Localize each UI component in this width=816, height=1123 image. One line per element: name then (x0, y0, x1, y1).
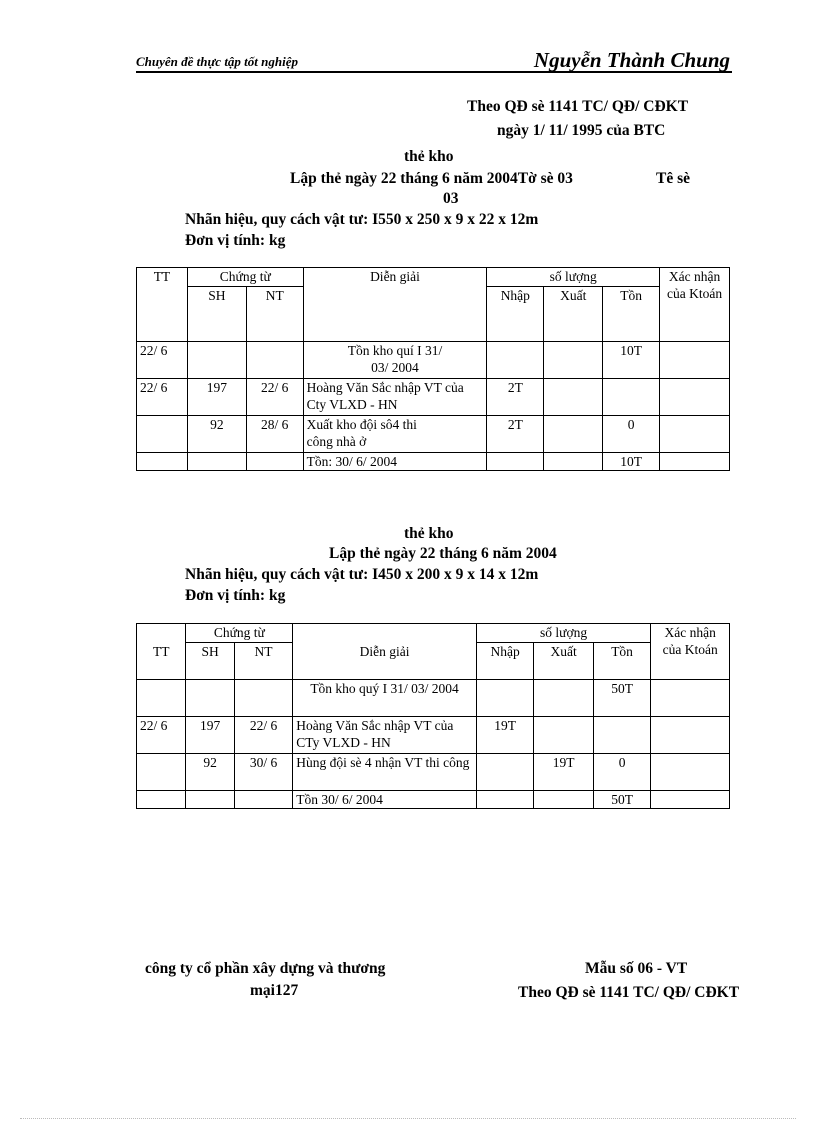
col-nt: NT (246, 287, 303, 342)
cell-confirm (651, 754, 730, 791)
cell-in (476, 680, 533, 717)
cell-nt (234, 791, 292, 809)
cell-nt (246, 342, 303, 379)
cell-nt: 22/ 6 (246, 379, 303, 416)
cell-out (534, 717, 594, 754)
cell-desc: Hoàng Văn Sắc nhập VT của Cty VLXD - HN (303, 379, 487, 416)
cell-stock: 0 (593, 754, 650, 791)
cell-in (487, 342, 544, 379)
table-row (137, 416, 730, 453)
decree-line1: Theo QĐ sè 1141 TC/ QĐ/ CĐKT (467, 98, 689, 115)
cell-tt (137, 680, 186, 717)
cell-in (476, 754, 533, 791)
col-out: Xuất (544, 287, 603, 342)
cell-confirm (660, 453, 730, 471)
col-voucher: Chứng từ (186, 624, 293, 643)
cell-sh (186, 680, 234, 717)
card2-unit: Đơn vị tính: kg (185, 587, 286, 604)
cell-sh (186, 791, 234, 809)
cell-nt: 22/ 6 (234, 717, 292, 754)
cell-stock (593, 717, 650, 754)
cell-in: 2T (487, 379, 544, 416)
table-row (137, 680, 730, 717)
cell-confirm (651, 680, 730, 717)
cell-sh: 197 (187, 379, 246, 416)
footer-company-line1: công ty cổ phần xây dựng và thương (145, 960, 386, 977)
cell-sh: 197 (186, 717, 234, 754)
col-voucher: Chứng từ (187, 268, 303, 287)
cell-tt: 22/ 6 (137, 342, 188, 379)
card1-sheet: Tê sè (656, 170, 691, 187)
col-in: Nhập (476, 643, 533, 680)
col-out: Xuất (534, 643, 594, 680)
cell-out (544, 379, 603, 416)
cell-in: 19T (476, 717, 533, 754)
col-sh: SH (186, 643, 234, 680)
card2-spec: Nhãn hiệu, quy cách vật tư: I450 x 200 x 9 x 14 x 12m (185, 566, 539, 583)
card1-date-wrap: 03 (443, 190, 459, 207)
card1-table (136, 267, 730, 471)
card2-table (136, 623, 730, 809)
cell-stock: 10T (603, 342, 660, 379)
cell-nt: 30/ 6 (234, 754, 292, 791)
cell-confirm (660, 379, 730, 416)
cell-tt (137, 453, 188, 471)
cell-out (534, 791, 594, 809)
cell-tt: 22/ 6 (137, 379, 188, 416)
cell-nt: 28/ 6 (246, 416, 303, 453)
cell-in (487, 453, 544, 471)
cell-sh: 92 (186, 754, 234, 791)
cell-desc: Xuất kho đội sô4 thi công nhà ở (303, 416, 487, 453)
page-bottom-rule (20, 1118, 796, 1119)
cell-nt (234, 680, 292, 717)
cell-stock: 50T (593, 680, 650, 717)
table-row (137, 754, 730, 791)
card1-unit: Đơn vị tính: kg (185, 232, 286, 249)
table-row (137, 379, 730, 416)
col-stock: Tồn (593, 643, 650, 680)
col-nt: NT (234, 643, 292, 680)
cell-stock: 10T (603, 453, 660, 471)
cell-confirm (651, 717, 730, 754)
card1-spec: Nhãn hiệu, quy cách vật tư: I550 x 250 x 9 x 22 x 12m (185, 211, 539, 228)
header-rule (136, 71, 732, 73)
cell-sh (187, 453, 246, 471)
cell-confirm (660, 342, 730, 379)
col-qty: số lượng (487, 268, 660, 287)
col-confirm: Xác nhận của Ktoán (660, 268, 730, 342)
card2-title: thẻ kho (404, 525, 454, 542)
header-right: Nguyễn Thành Chung (533, 48, 730, 72)
card2-date: Lập thẻ ngày 22 tháng 6 năm 2004 (329, 545, 557, 562)
footer-form-no: Mẫu số 06 - VT (585, 960, 688, 977)
table-row (137, 717, 730, 754)
cell-nt (246, 453, 303, 471)
footer-company-line2: mại127 (250, 982, 299, 999)
card1-title: thẻ kho (404, 148, 454, 165)
col-qty: số lượng (476, 624, 650, 643)
col-tt: TT (137, 624, 186, 680)
cell-stock: 0 (603, 416, 660, 453)
cell-in (476, 791, 533, 809)
cell-tt (137, 754, 186, 791)
cell-desc: Hoàng Văn Sắc nhập VT của CTy VLXD - HN (293, 717, 477, 754)
cell-out (534, 680, 594, 717)
cell-out (544, 416, 603, 453)
table-row (137, 342, 730, 379)
col-desc: Diễn giải (293, 624, 477, 680)
cell-confirm (660, 416, 730, 453)
card1-date: Lập thẻ ngày 22 tháng 6 năm 2004Tờ sè 03 (290, 170, 573, 187)
table-row (137, 453, 730, 471)
cell-sh: 92 (187, 416, 246, 453)
cell-out (544, 453, 603, 471)
table-row (137, 791, 730, 809)
cell-in: 2T (487, 416, 544, 453)
cell-tt (137, 416, 188, 453)
cell-sh (187, 342, 246, 379)
col-confirm: Xác nhận của Ktoán (651, 624, 730, 680)
cell-desc: Hùng đội sè 4 nhận VT thi công (293, 754, 477, 791)
footer-form-decree: Theo QĐ sè 1141 TC/ QĐ/ CĐKT (518, 984, 740, 1001)
col-desc: Diễn giải (303, 268, 487, 342)
col-sh: SH (187, 287, 246, 342)
cell-desc: Tồn kho quý I 31/ 03/ 2004 (293, 680, 477, 717)
col-in: Nhập (487, 287, 544, 342)
cell-stock: 50T (593, 791, 650, 809)
cell-desc: Tồn 30/ 6/ 2004 (293, 791, 477, 809)
header-left: Chuyên đề thực tập tốt nghiệp (136, 54, 298, 69)
col-tt: TT (137, 268, 188, 342)
cell-stock (603, 379, 660, 416)
cell-tt (137, 791, 186, 809)
cell-confirm (651, 791, 730, 809)
col-stock: Tồn (603, 287, 660, 342)
cell-desc: Tồn kho quí I 31/ 03/ 2004 (303, 342, 487, 379)
cell-desc: Tồn: 30/ 6/ 2004 (303, 453, 487, 471)
decree-line2: ngày 1/ 11/ 1995 của BTC (497, 122, 666, 139)
cell-out: 19T (534, 754, 594, 791)
cell-out (544, 342, 603, 379)
cell-tt: 22/ 6 (137, 717, 186, 754)
